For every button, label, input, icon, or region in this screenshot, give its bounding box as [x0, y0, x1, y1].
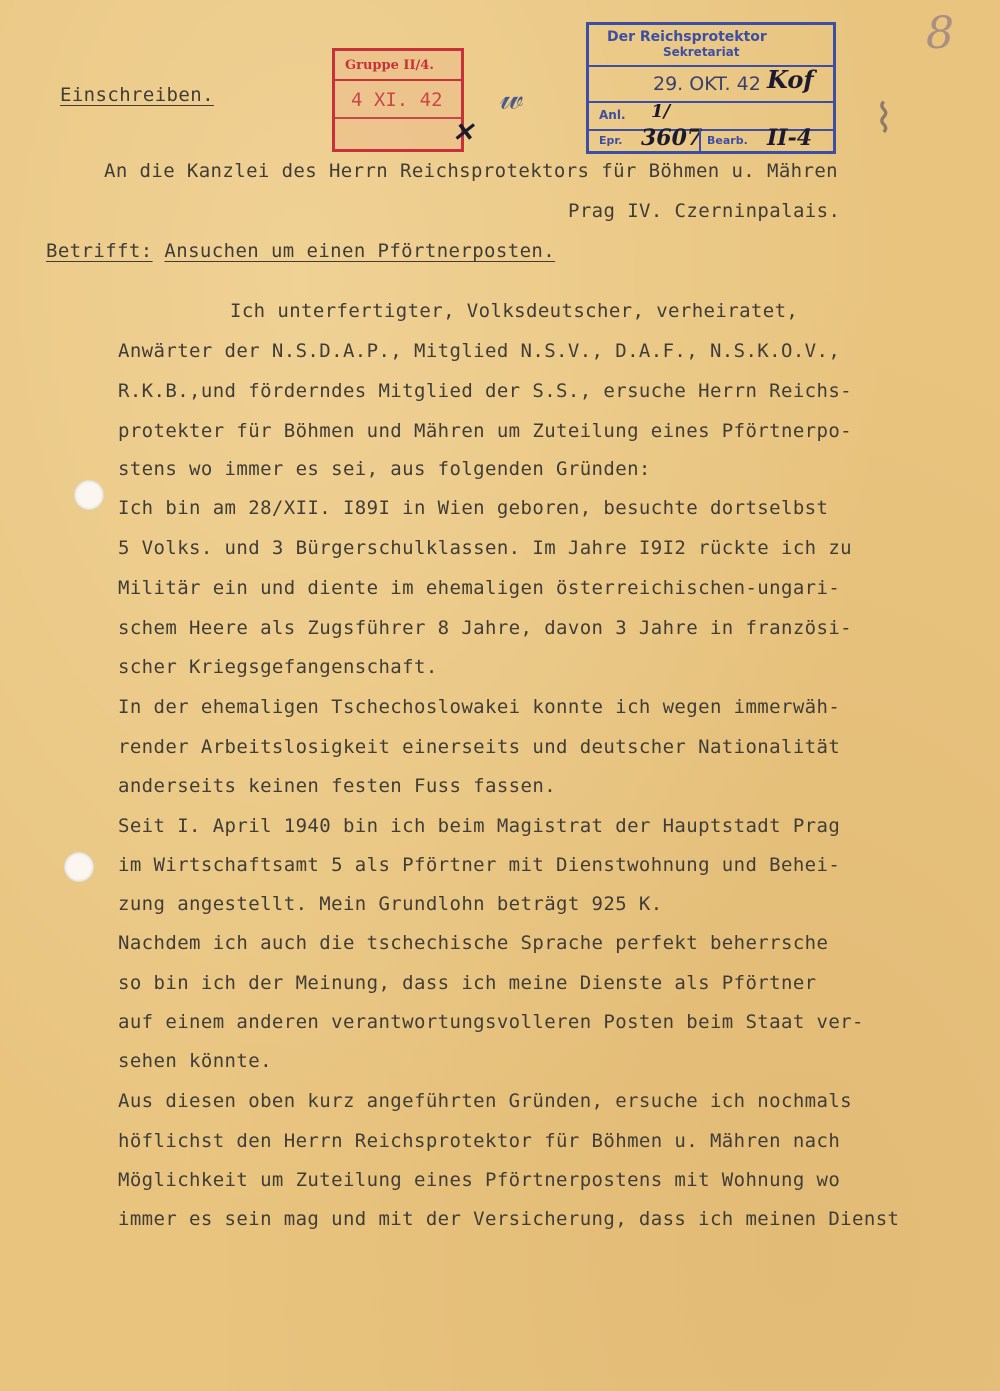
address-line-1: An die Kanzlei des Herrn Reichsprotektors für Böhmen u. Mähren [104, 160, 839, 182]
body-line: scher Kriegsgefangenschaft. [118, 656, 438, 678]
stamp-bearb-value: II-4 [767, 125, 813, 151]
body-line: 5 Volks. und 3 Bürgerschulklassen. Im Jahre I9I2 rückte ich zu [118, 537, 853, 559]
body-line: render Arbeitslosigkeit einerseits und deutscher Nationalität [118, 736, 841, 758]
body-line: sehen könnte. [118, 1050, 272, 1072]
pencil-check: 𝓌 [500, 78, 524, 118]
stamp-red-date: 4 XI. 42 [335, 81, 461, 119]
body-line: Nachdem ich auch die tschechische Sprache perfekt beherrsche [118, 932, 829, 954]
received-stamp-red [332, 48, 464, 152]
stamp-anl-label: Anl. [599, 108, 626, 122]
body-line: zung angestellt. Mein Grundlohn beträgt 925 K. [118, 893, 663, 915]
body-line: Anwärter der N.S.D.A.P., Mitglied N.S.V., D.A.F., N.S.K.O.V., [118, 340, 841, 362]
stamp-red-group: Gruppe II/4. [335, 51, 461, 81]
body-line: Seit I. April 1940 bin ich beim Magistrat der Hauptstadt Prag [118, 815, 841, 837]
body-line: R.K.B.,und förderndes Mitglied der S.S., ersuche Herrn Reichs- [118, 380, 853, 402]
body-line: stens wo immer es sei, aus folgenden Gründen: [118, 458, 651, 480]
punch-hole-bottom [64, 852, 94, 882]
body-line: im Wirtschaftsamt 5 als Pförtner mit Dienstwohnung und Behei- [118, 854, 841, 876]
body-line: höflichst den Herrn Reichsprotektor für Böhmen u. Mähren nach [118, 1130, 841, 1152]
body-line: so bin ich der Meinung, dass ich meine Dienste als Pförtner [118, 972, 817, 994]
stamp-blue-header: Der Reichsprotektor [607, 29, 767, 45]
body-line: Militär ein und diente im ehemaligen österreichischen-ungari- [118, 577, 841, 599]
stamp-divider [699, 129, 701, 154]
body-line: protekter für Böhmen und Mähren um Zuteilung eines Pförtnerpo- [118, 420, 853, 442]
subject-line [46, 240, 555, 262]
stamp-bearb-label: Bearb. [707, 134, 748, 147]
subject-label: Betrifft: [46, 240, 153, 262]
pencil-mark: ⌇ [874, 96, 894, 142]
body-line: auf einem anderen verantwortungsvolleren Posten beim Staat ver- [118, 1011, 864, 1033]
body-line: In der ehemaligen Tschechoslowakei konnte ich wegen immerwäh- [118, 696, 841, 718]
body-line: Möglichkeit um Zuteilung eines Pförtnerpostens mit Wohnung wo [118, 1169, 841, 1191]
body-line: Aus diesen oben kurz angeführten Gründen, ersuche ich nochmals [118, 1090, 853, 1112]
punch-hole-top [74, 480, 104, 510]
stamp-blue-subheader: Sekretariat [663, 45, 740, 59]
body-line: Ich unterfertigter, Volksdeutscher, verheiratet, [230, 300, 799, 322]
body-line: immer es sein mag und mit der Versicherung, dass ich meinen Dienst [118, 1208, 900, 1230]
ink-mark: ✕ [452, 118, 474, 148]
stamp-anl-value: 1/ [651, 101, 671, 122]
stamp-epr-label: Epr. [599, 134, 623, 147]
page-number: 8 [926, 8, 954, 59]
body-line: schem Heere als Zugsführer 8 Jahre, davon 3 Jahre in französi- [118, 617, 853, 639]
registered-label: Einschreiben. [60, 84, 214, 106]
address-line-2: Prag IV. Czerninpalais. [568, 200, 841, 222]
date-initials: Kof [767, 65, 814, 94]
body-line: Ich bin am 28/XII. I89I in Wien geboren, besuchte dortselbst [118, 497, 829, 519]
body-line: anderseits keinen festen Fuss fassen. [118, 775, 557, 797]
stamp-blue-date: 29. OKT. 42 [653, 73, 761, 95]
subject-text: Ansuchen um einen Pförtnerposten. [164, 240, 556, 262]
registry-stamp-blue [586, 22, 836, 154]
stamp-epr-value: 3607 [641, 125, 703, 151]
